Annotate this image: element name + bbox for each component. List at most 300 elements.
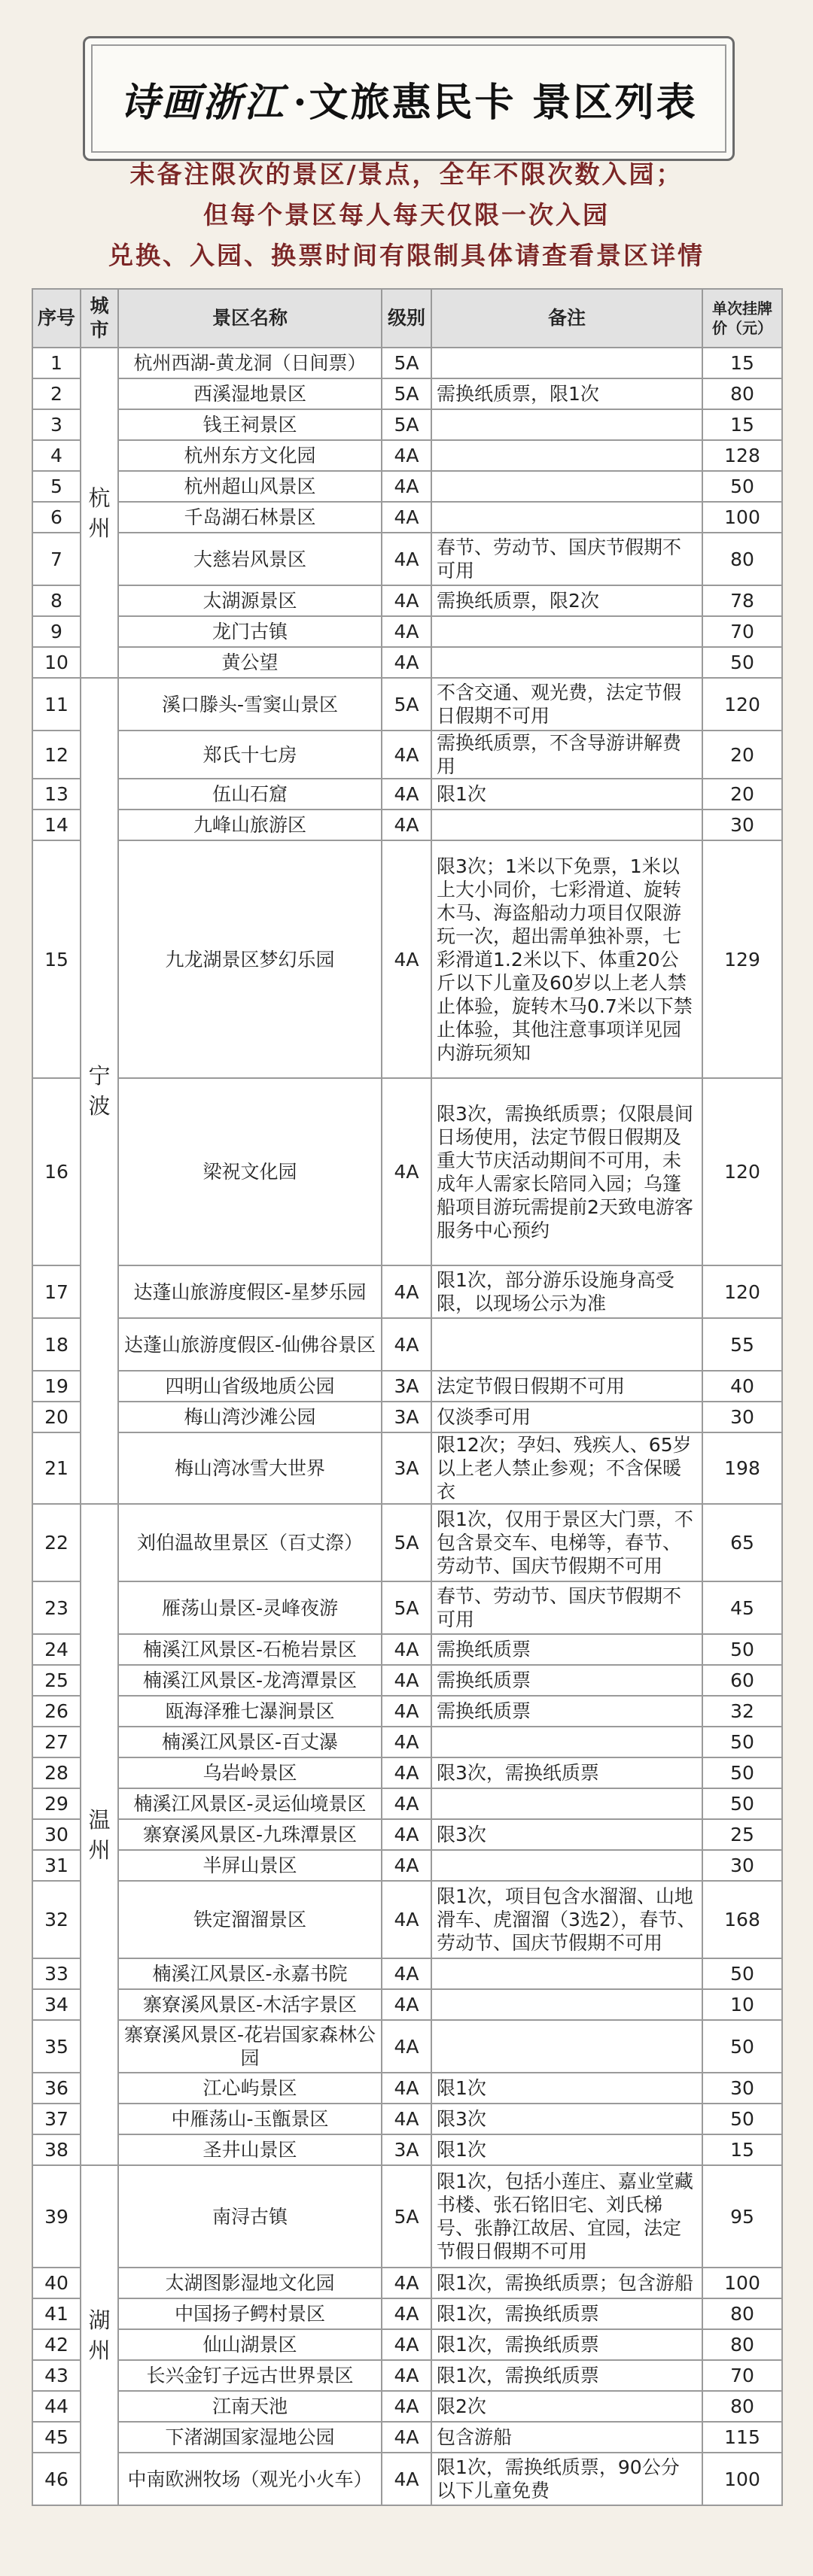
cell-price: 40 bbox=[702, 1371, 782, 1402]
cell-price: 60 bbox=[702, 1665, 782, 1696]
cell-no: 30 bbox=[32, 1819, 81, 1850]
cell-price: 15 bbox=[702, 2134, 782, 2165]
cell-remark: 限3次，需换纸质票 bbox=[431, 1757, 702, 1788]
cell-price: 120 bbox=[702, 1078, 782, 1265]
cell-remark bbox=[431, 810, 702, 840]
cell-level: 5A bbox=[382, 409, 431, 440]
cell-name: 龙门古镇 bbox=[118, 616, 382, 647]
cell-no: 22 bbox=[32, 1504, 81, 1581]
cell-remark: 需换纸质票，限2次 bbox=[431, 585, 702, 616]
cell-level: 4A bbox=[382, 1850, 431, 1881]
cell-no: 27 bbox=[32, 1727, 81, 1757]
cell-name: 伍山石窟 bbox=[118, 779, 382, 810]
cell-name: 达蓬山旅游度假区-仙佛谷景区 bbox=[118, 1318, 382, 1371]
cell-no: 33 bbox=[32, 1958, 81, 1989]
table-row bbox=[32, 2020, 782, 2073]
cell-remark bbox=[431, 1727, 702, 1757]
cell-remark: 限1次，项目包含水溜溜、山地滑车、虎溜溜（3选2），春节、劳动节、国庆节假期不可用 bbox=[431, 1881, 702, 1958]
cell-remark: 法定节假日假期不可用 bbox=[431, 1371, 702, 1402]
cell-remark: 限3次；1米以下免票，1米以上大小同价，七彩滑道、旋转木马、海盗船动力项目仅限游玩一次，超出需单独补票，七彩滑道1.2米以下、体重20公斤以下儿童及60岁以上老人禁止体验，旋转木马0.7米以下禁止体验，其他注意事项详见园内游玩须知 bbox=[431, 840, 702, 1078]
cell-price: 168 bbox=[702, 1881, 782, 1958]
cell-remark bbox=[431, 1958, 702, 1989]
cell-no: 45 bbox=[32, 2422, 81, 2453]
cell-remark: 需换纸质票，限1次 bbox=[431, 378, 702, 409]
cell-name: 达蓬山旅游度假区-星梦乐园 bbox=[118, 1265, 382, 1318]
cell-name: 溪口滕头-雪窦山景区 bbox=[118, 678, 382, 731]
header-name: 景区名称 bbox=[118, 289, 382, 348]
table-row bbox=[32, 1581, 782, 1634]
cell-no: 44 bbox=[32, 2391, 81, 2422]
cell-level: 4A bbox=[382, 1788, 431, 1819]
cell-price: 65 bbox=[702, 1504, 782, 1581]
cell-name: 太湖源景区 bbox=[118, 585, 382, 616]
cell-name: 楠溪江风景区-百丈瀑 bbox=[118, 1727, 382, 1757]
cell-remark: 限12次；孕妇、残疾人、65岁以上老人禁止参观；不含保暖衣 bbox=[431, 1432, 702, 1504]
table-row bbox=[32, 1757, 782, 1788]
cell-no: 12 bbox=[32, 731, 81, 779]
cell-remark: 限1次，需换纸质票 bbox=[431, 2298, 702, 2329]
cell-price: 30 bbox=[702, 810, 782, 840]
cell-no: 20 bbox=[32, 1402, 81, 1432]
cell-name: 寨寮溪风景区-九珠潭景区 bbox=[118, 1819, 382, 1850]
table-row bbox=[32, 2104, 782, 2134]
cell-price: 80 bbox=[702, 378, 782, 409]
table-row bbox=[32, 1634, 782, 1665]
table-row bbox=[32, 1788, 782, 1819]
cell-level: 4A bbox=[382, 1958, 431, 1989]
cell-no: 5 bbox=[32, 471, 81, 502]
cell-name: 楠溪江风景区-永嘉书院 bbox=[118, 1958, 382, 1989]
cell-name: 杭州东方文化园 bbox=[118, 440, 382, 471]
cell-name: 长兴金钉子远古世界景区 bbox=[118, 2360, 382, 2391]
cell-remark: 需换纸质票，不含导游讲解费用 bbox=[431, 731, 702, 779]
table-row bbox=[32, 348, 782, 378]
cell-remark: 仅淡季可用 bbox=[431, 1402, 702, 1432]
cell-price: 80 bbox=[702, 2391, 782, 2422]
cell-price: 80 bbox=[702, 2329, 782, 2360]
cell-city: 湖州 bbox=[81, 2165, 118, 2505]
cell-remark bbox=[431, 409, 702, 440]
cell-price: 128 bbox=[702, 440, 782, 471]
table-row bbox=[32, 378, 782, 409]
cell-remark: 限3次 bbox=[431, 1819, 702, 1850]
cell-no: 4 bbox=[32, 440, 81, 471]
table-row bbox=[32, 1318, 782, 1371]
cell-price: 198 bbox=[702, 1432, 782, 1504]
cell-name: 杭州西湖-黄龙洞（日间票） bbox=[118, 348, 382, 378]
cell-no: 3 bbox=[32, 409, 81, 440]
cell-level: 5A bbox=[382, 378, 431, 409]
table-body bbox=[32, 348, 782, 2505]
table-row bbox=[32, 471, 782, 502]
cell-remark: 需换纸质票 bbox=[431, 1634, 702, 1665]
cell-level: 4A bbox=[382, 2329, 431, 2360]
cell-level: 5A bbox=[382, 348, 431, 378]
cell-remark bbox=[431, 440, 702, 471]
cell-remark: 春节、劳动节、国庆节假期不可用 bbox=[431, 533, 702, 585]
cell-name: 黄公望 bbox=[118, 647, 382, 678]
table-row bbox=[32, 1665, 782, 1696]
cell-price: 32 bbox=[702, 1696, 782, 1727]
cell-name: 中雁荡山-玉甑景区 bbox=[118, 2104, 382, 2134]
cell-level: 4A bbox=[382, 840, 431, 1078]
table-row bbox=[32, 647, 782, 678]
cell-name: 寨寮溪风景区-花岩国家森林公园 bbox=[118, 2020, 382, 2073]
cell-no: 24 bbox=[32, 1634, 81, 1665]
cell-level: 5A bbox=[382, 678, 431, 731]
cell-name: 钱王祠景区 bbox=[118, 409, 382, 440]
table-row bbox=[32, 1265, 782, 1318]
table-row bbox=[32, 1402, 782, 1432]
table-row bbox=[32, 1078, 782, 1265]
cell-price: 50 bbox=[702, 1727, 782, 1757]
cell-name: 铁定溜溜景区 bbox=[118, 1881, 382, 1958]
table-header-row bbox=[32, 289, 782, 348]
cell-price: 120 bbox=[702, 678, 782, 731]
cell-level: 4A bbox=[382, 1757, 431, 1788]
table-row bbox=[32, 2391, 782, 2422]
cell-no: 39 bbox=[32, 2165, 81, 2268]
cell-level: 4A bbox=[382, 2391, 431, 2422]
cell-level: 4A bbox=[382, 1634, 431, 1665]
cell-level: 4A bbox=[382, 2422, 431, 2453]
header-price: 单次挂牌价（元） bbox=[702, 289, 782, 348]
header-level: 级别 bbox=[382, 289, 431, 348]
cell-name: 下渚湖国家湿地公园 bbox=[118, 2422, 382, 2453]
cell-name: 仙山湖景区 bbox=[118, 2329, 382, 2360]
cell-name: 楠溪江风景区-石桅岩景区 bbox=[118, 1634, 382, 1665]
scenic-spot-table-wrap bbox=[32, 288, 781, 2506]
cell-price: 78 bbox=[702, 585, 782, 616]
cell-price: 50 bbox=[702, 2104, 782, 2134]
table-row bbox=[32, 616, 782, 647]
table-row bbox=[32, 678, 782, 731]
table-row bbox=[32, 1504, 782, 1581]
cell-price: 80 bbox=[702, 533, 782, 585]
table-row bbox=[32, 1989, 782, 2020]
cell-remark: 限1次，部分游乐设施身高受限，以现场公示为准 bbox=[431, 1265, 702, 1318]
cell-name: 半屏山景区 bbox=[118, 1850, 382, 1881]
cell-level: 4A bbox=[382, 810, 431, 840]
cell-price: 20 bbox=[702, 779, 782, 810]
cell-price: 50 bbox=[702, 1958, 782, 1989]
cell-no: 31 bbox=[32, 1850, 81, 1881]
table-row bbox=[32, 2165, 782, 2268]
scenic-spot-table bbox=[32, 288, 783, 2506]
cell-name: 雁荡山景区-灵峰夜游 bbox=[118, 1581, 382, 1634]
page-header bbox=[0, 0, 813, 278]
cell-level: 4A bbox=[382, 502, 431, 533]
cell-no: 26 bbox=[32, 1696, 81, 1727]
cell-name: 千岛湖石林景区 bbox=[118, 502, 382, 533]
cell-no: 28 bbox=[32, 1757, 81, 1788]
cell-price: 70 bbox=[702, 616, 782, 647]
cell-price: 100 bbox=[702, 502, 782, 533]
cell-no: 46 bbox=[32, 2453, 81, 2505]
cell-no: 43 bbox=[32, 2360, 81, 2391]
cell-name: 江南天池 bbox=[118, 2391, 382, 2422]
cell-no: 14 bbox=[32, 810, 81, 840]
table-row bbox=[32, 502, 782, 533]
cell-price: 100 bbox=[702, 2453, 782, 2505]
cell-price: 30 bbox=[702, 2073, 782, 2104]
cell-no: 17 bbox=[32, 1265, 81, 1318]
cell-price: 95 bbox=[702, 2165, 782, 2268]
cell-remark: 包含游船 bbox=[431, 2422, 702, 2453]
cell-name: 圣井山景区 bbox=[118, 2134, 382, 2165]
cell-no: 32 bbox=[32, 1881, 81, 1958]
cell-no: 1 bbox=[32, 348, 81, 378]
cell-remark bbox=[431, 1318, 702, 1371]
table-row bbox=[32, 2268, 782, 2298]
cell-remark: 限1次 bbox=[431, 2134, 702, 2165]
cell-price: 45 bbox=[702, 1581, 782, 1634]
cell-name: 寨寮溪风景区-木活字景区 bbox=[118, 1989, 382, 2020]
note-line-3: 兑换、入园、换票时间有限制具体请查看景区详情 bbox=[108, 241, 705, 270]
cell-remark: 限1次，仅用于景区大门票，不包含景交车、电梯等，春节、劳动节、国庆节假期不可用 bbox=[431, 1504, 702, 1581]
cell-level: 4A bbox=[382, 585, 431, 616]
cell-name: 江心屿景区 bbox=[118, 2073, 382, 2104]
cell-price: 15 bbox=[702, 409, 782, 440]
cell-level: 5A bbox=[382, 2165, 431, 2268]
cell-level: 4A bbox=[382, 1881, 431, 1958]
header-remark: 备注 bbox=[431, 289, 702, 348]
cell-no: 25 bbox=[32, 1665, 81, 1696]
cell-remark bbox=[431, 471, 702, 502]
cell-level: 3A bbox=[382, 1402, 431, 1432]
cell-level: 4A bbox=[382, 471, 431, 502]
cell-remark: 限1次 bbox=[431, 779, 702, 810]
cell-no: 21 bbox=[32, 1432, 81, 1504]
cell-remark: 限1次，需换纸质票，90公分以下儿童免费 bbox=[431, 2453, 702, 2505]
cell-level: 4A bbox=[382, 533, 431, 585]
cell-no: 8 bbox=[32, 585, 81, 616]
cell-price: 20 bbox=[702, 731, 782, 779]
title-banner bbox=[83, 36, 735, 161]
note-line-2: 但每个景区每人每天仅限一次入园 bbox=[203, 200, 610, 229]
cell-level: 4A bbox=[382, 616, 431, 647]
cell-name: 楠溪江风景区-龙湾潭景区 bbox=[118, 1665, 382, 1696]
cell-name: 四明山省级地质公园 bbox=[118, 1371, 382, 1402]
cell-remark: 限3次 bbox=[431, 2104, 702, 2134]
cell-remark: 限1次，包括小莲庄、嘉业堂藏书楼、张石铭旧宅、刘氏梯号、张静江故居、宜园，法定节假日假期不可用 bbox=[431, 2165, 702, 2268]
table-row bbox=[32, 585, 782, 616]
page-title bbox=[120, 71, 697, 127]
cell-price: 50 bbox=[702, 2020, 782, 2073]
cell-level: 4A bbox=[382, 2360, 431, 2391]
cell-city: 杭州 bbox=[81, 348, 118, 678]
title-main: ·文旅惠民卡 景区列表 bbox=[293, 79, 698, 126]
brand-calligraphy: 诗画浙江 bbox=[120, 79, 286, 126]
table-row bbox=[32, 1371, 782, 1402]
cell-level: 3A bbox=[382, 2134, 431, 2165]
cell-level: 4A bbox=[382, 2453, 431, 2505]
cell-no: 6 bbox=[32, 502, 81, 533]
cell-remark: 限1次，需换纸质票 bbox=[431, 2329, 702, 2360]
table-row bbox=[32, 1850, 782, 1881]
cell-level: 4A bbox=[382, 2020, 431, 2073]
cell-remark bbox=[431, 647, 702, 678]
cell-name: 九峰山旅游区 bbox=[118, 810, 382, 840]
page-bottom-edge bbox=[0, 2565, 813, 2576]
table-row bbox=[32, 2422, 782, 2453]
cell-no: 11 bbox=[32, 678, 81, 731]
cell-level: 4A bbox=[382, 1078, 431, 1265]
cell-name: 乌岩岭景区 bbox=[118, 1757, 382, 1788]
header-no: 序号 bbox=[32, 289, 81, 348]
cell-no: 13 bbox=[32, 779, 81, 810]
cell-remark bbox=[431, 2020, 702, 2073]
table-row bbox=[32, 1819, 782, 1850]
cell-remark bbox=[431, 502, 702, 533]
cell-level: 3A bbox=[382, 1371, 431, 1402]
cell-remark: 限1次，需换纸质票 bbox=[431, 2360, 702, 2391]
cell-name: 西溪湿地景区 bbox=[118, 378, 382, 409]
cell-no: 9 bbox=[32, 616, 81, 647]
cell-city: 温州 bbox=[81, 1504, 118, 2165]
cell-price: 25 bbox=[702, 1819, 782, 1850]
cell-price: 50 bbox=[702, 1634, 782, 1665]
cell-level: 4A bbox=[382, 1696, 431, 1727]
cell-no: 34 bbox=[32, 1989, 81, 2020]
cell-price: 115 bbox=[702, 2422, 782, 2453]
cell-price: 10 bbox=[702, 1989, 782, 2020]
cell-no: 19 bbox=[32, 1371, 81, 1402]
cell-city: 宁波 bbox=[81, 678, 118, 1504]
cell-no: 18 bbox=[32, 1318, 81, 1371]
table-row bbox=[32, 1881, 782, 1958]
cell-name: 南浔古镇 bbox=[118, 2165, 382, 2268]
cell-level: 5A bbox=[382, 1581, 431, 1634]
cell-price: 50 bbox=[702, 647, 782, 678]
cell-name: 梁祝文化园 bbox=[118, 1078, 382, 1265]
cell-level: 3A bbox=[382, 1432, 431, 1504]
cell-no: 36 bbox=[32, 2073, 81, 2104]
table-row bbox=[32, 1958, 782, 1989]
cell-remark bbox=[431, 616, 702, 647]
table-row bbox=[32, 810, 782, 840]
cell-level: 4A bbox=[382, 440, 431, 471]
cell-level: 4A bbox=[382, 731, 431, 779]
cell-name: 梅山湾沙滩公园 bbox=[118, 1402, 382, 1432]
cell-no: 10 bbox=[32, 647, 81, 678]
cell-level: 4A bbox=[382, 1318, 431, 1371]
table-row bbox=[32, 731, 782, 779]
table-row bbox=[32, 409, 782, 440]
table-row bbox=[32, 533, 782, 585]
cell-remark bbox=[431, 1850, 702, 1881]
cell-remark: 需换纸质票 bbox=[431, 1696, 702, 1727]
table-row bbox=[32, 2360, 782, 2391]
cell-level: 5A bbox=[382, 1504, 431, 1581]
cell-price: 30 bbox=[702, 1850, 782, 1881]
cell-no: 42 bbox=[32, 2329, 81, 2360]
cell-no: 38 bbox=[32, 2134, 81, 2165]
cell-remark: 限1次 bbox=[431, 2073, 702, 2104]
table-row bbox=[32, 1432, 782, 1504]
table-row bbox=[32, 840, 782, 1078]
cell-price: 50 bbox=[702, 1788, 782, 1819]
cell-name: 郑氏十七房 bbox=[118, 731, 382, 779]
table-row bbox=[32, 1727, 782, 1757]
cell-level: 4A bbox=[382, 1665, 431, 1696]
table-row bbox=[32, 2134, 782, 2165]
table-row bbox=[32, 440, 782, 471]
cell-price: 30 bbox=[702, 1402, 782, 1432]
cell-name: 中国扬子鳄村景区 bbox=[118, 2298, 382, 2329]
cell-no: 2 bbox=[32, 378, 81, 409]
usage-notes bbox=[0, 154, 813, 276]
cell-name: 刘伯温故里景区（百丈漈） bbox=[118, 1504, 382, 1581]
cell-remark: 需换纸质票 bbox=[431, 1665, 702, 1696]
cell-no: 7 bbox=[32, 533, 81, 585]
table-row bbox=[32, 2329, 782, 2360]
cell-name: 大慈岩风景区 bbox=[118, 533, 382, 585]
cell-no: 29 bbox=[32, 1788, 81, 1819]
cell-level: 4A bbox=[382, 1989, 431, 2020]
header-city: 城市 bbox=[81, 289, 118, 348]
cell-name: 中南欧洲牧场（观光小火车） bbox=[118, 2453, 382, 2505]
cell-name: 九龙湖景区梦幻乐园 bbox=[118, 840, 382, 1078]
table-row bbox=[32, 2453, 782, 2505]
table-row bbox=[32, 779, 782, 810]
cell-level: 4A bbox=[382, 1819, 431, 1850]
cell-name: 瓯海泽雅七瀑涧景区 bbox=[118, 1696, 382, 1727]
cell-price: 80 bbox=[702, 2298, 782, 2329]
cell-level: 4A bbox=[382, 1727, 431, 1757]
cell-level: 4A bbox=[382, 2104, 431, 2134]
cell-no: 23 bbox=[32, 1581, 81, 1634]
cell-remark bbox=[431, 348, 702, 378]
cell-remark: 限2次 bbox=[431, 2391, 702, 2422]
cell-name: 楠溪江风景区-灵运仙境景区 bbox=[118, 1788, 382, 1819]
cell-no: 35 bbox=[32, 2020, 81, 2073]
cell-price: 50 bbox=[702, 471, 782, 502]
cell-level: 4A bbox=[382, 2268, 431, 2298]
cell-price: 129 bbox=[702, 840, 782, 1078]
cell-remark: 春节、劳动节、国庆节假期不可用 bbox=[431, 1581, 702, 1634]
cell-remark: 不含交通、观光费，法定节假日假期不可用 bbox=[431, 678, 702, 731]
table-row bbox=[32, 1696, 782, 1727]
cell-price: 15 bbox=[702, 348, 782, 378]
cell-level: 4A bbox=[382, 2298, 431, 2329]
cell-no: 40 bbox=[32, 2268, 81, 2298]
cell-price: 50 bbox=[702, 1757, 782, 1788]
note-line-1: 未备注限次的景区/景点，全年不限次数入园； bbox=[129, 159, 684, 189]
cell-price: 70 bbox=[702, 2360, 782, 2391]
cell-no: 37 bbox=[32, 2104, 81, 2134]
cell-no: 41 bbox=[32, 2298, 81, 2329]
cell-level: 4A bbox=[382, 647, 431, 678]
cell-name: 梅山湾冰雪大世界 bbox=[118, 1432, 382, 1504]
cell-no: 16 bbox=[32, 1078, 81, 1265]
cell-name: 太湖图影湿地文化园 bbox=[118, 2268, 382, 2298]
cell-price: 100 bbox=[702, 2268, 782, 2298]
table-row bbox=[32, 2298, 782, 2329]
cell-remark bbox=[431, 1788, 702, 1819]
cell-level: 4A bbox=[382, 2073, 431, 2104]
cell-remark bbox=[431, 1989, 702, 2020]
cell-name: 杭州超山风景区 bbox=[118, 471, 382, 502]
table-row bbox=[32, 2073, 782, 2104]
cell-level: 4A bbox=[382, 1265, 431, 1318]
cell-remark: 限1次，需换纸质票；包含游船 bbox=[431, 2268, 702, 2298]
cell-remark: 限3次，需换纸质票；仅限晨间日场使用，法定节假日假期及重大节庆活动期间不可用，未成年人需家长陪同入园；乌篷船项目游玩需提前2天致电游客服务中心预约 bbox=[431, 1078, 702, 1265]
cell-price: 55 bbox=[702, 1318, 782, 1371]
cell-no: 15 bbox=[32, 840, 81, 1078]
cell-level: 4A bbox=[382, 779, 431, 810]
cell-price: 120 bbox=[702, 1265, 782, 1318]
